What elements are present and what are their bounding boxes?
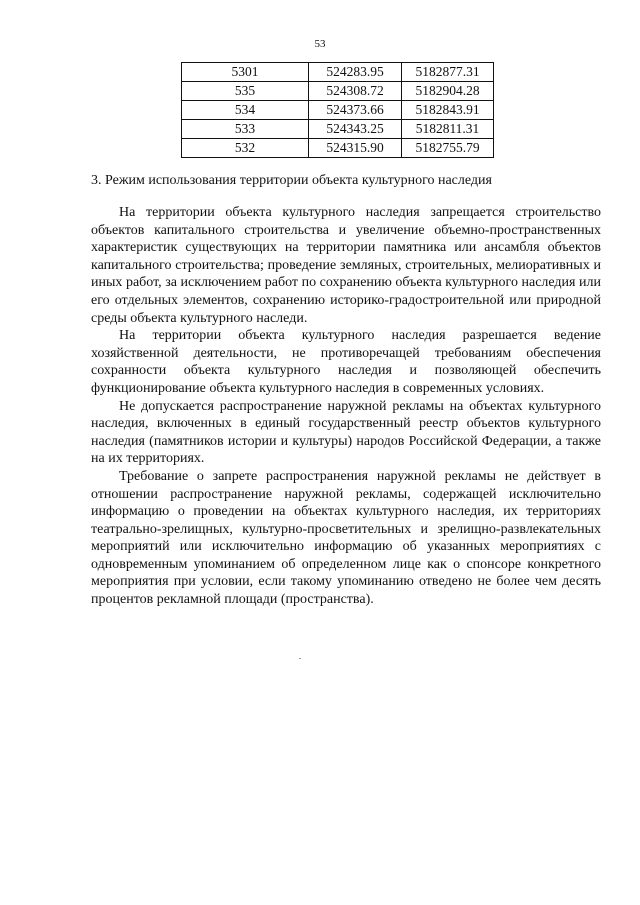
section-heading: 3. Режим использования территории объекта культурного наследия <box>91 173 492 188</box>
table-row <box>182 101 494 120</box>
point-number-cell: 5301 <box>182 63 309 82</box>
paragraph-advertising-ban: Не допускается распространение наружной рекламы на объектах культурного наследия, включенных в единый государственный реестр объектов культурного наследия (памятников истории и культуры) народов Российской Федерации, а также на их территориях. <box>91 398 601 467</box>
point-number-cell: 533 <box>182 120 309 139</box>
coordinates-table <box>181 62 494 158</box>
y-coordinate-cell: 5182811.31 <box>402 120 494 139</box>
x-coordinate-cell: 524308.72 <box>309 82 402 101</box>
table-row <box>182 120 494 139</box>
x-coordinate-cell: 524315.90 <box>309 139 402 158</box>
point-number-cell: 534 <box>182 101 309 120</box>
paragraph-prohibitions: На территории объекта культурного наследия запрещается строительство объектов капитального строительства и увеличение объемно-пространственных характеристик существующих на территории памятника или ансамбля объектов капитального строительства; проведение земляных, строительных, мелиоративных и иных работ, за исключением работ по сохранению объекта культурного наследия или его отдельных элементов, сохранению историко-градостроительной или природной среды объекта культурного наследи. <box>91 205 601 326</box>
x-coordinate-cell: 524283.95 <box>309 63 402 82</box>
page-number: 53 <box>314 38 326 50</box>
table-row <box>182 139 494 158</box>
y-coordinate-cell: 5182755.79 <box>402 139 494 158</box>
x-coordinate-cell: 524343.25 <box>309 120 402 139</box>
x-coordinate-cell: 524373.66 <box>309 101 402 120</box>
y-coordinate-cell: 5182843.91 <box>402 101 494 120</box>
point-number-cell: 535 <box>182 82 309 101</box>
table-row <box>182 63 494 82</box>
y-coordinate-cell: 5182877.31 <box>402 63 494 82</box>
paragraph-advertising-exception: Требование о запрете распространения наружной рекламы не действует в отношении распространение наружной рекламы, содержащей исключительно информацию о проведении на объектах культурного наследия, их территориях театрально-зрелищных, культурно-просветительных и зрелищно-развлекательных мероприятий или исключительно информацию об указанных мероприятиях с одновременным упоминанием об определенном лице как о спонсоре конкретного мероприятия при условии, если такому упоминанию отведено не более чем десять процентов рекламной площади (пространства). <box>91 468 601 608</box>
point-number-cell: 532 <box>182 139 309 158</box>
paragraph-permitted-activity: На территории объекта культурного наследия разрешается ведение хозяйственной деятельности, не противоречащей требованиям обеспечения сохранности объекта культурного наследия и позволяющей обеспечить функционирование объекта культурного наследия в современных условиях. <box>91 328 601 396</box>
scan-dot <box>299 658 301 659</box>
section-body <box>91 204 601 609</box>
y-coordinate-cell: 5182904.28 <box>402 82 494 101</box>
table-row <box>182 82 494 101</box>
